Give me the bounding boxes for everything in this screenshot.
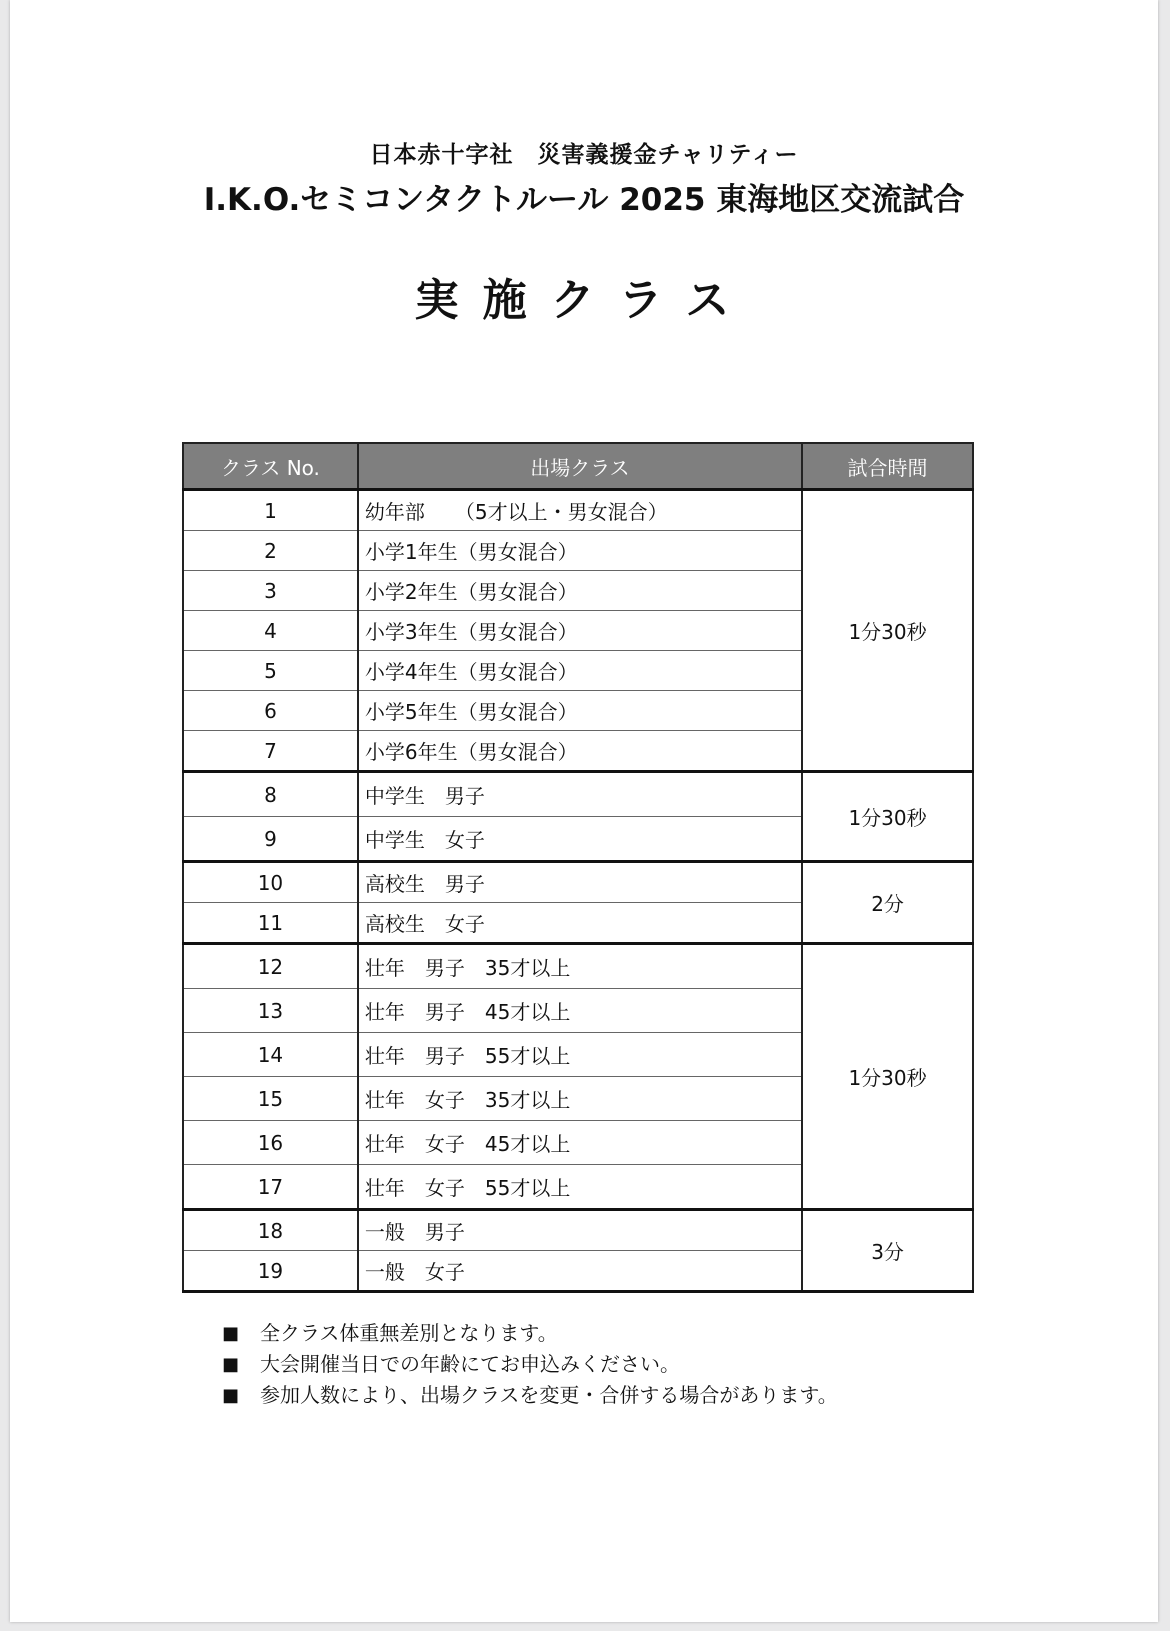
class-name: 小学2年生（男女混合） [358, 571, 802, 611]
class-no: 6 [183, 691, 358, 731]
class-name: 小学5年生（男女混合） [358, 691, 802, 731]
header-class-no: クラス No. [183, 443, 358, 490]
bullet-square-icon: ■ [222, 1385, 240, 1406]
class-name: 高校生 女子 [358, 903, 802, 944]
match-time: 1分30秒 [802, 490, 973, 772]
note-text: 全クラス体重無差別となります。 [260, 1321, 558, 1345]
class-no: 1 [183, 490, 358, 531]
table-row [183, 1210, 973, 1251]
header-event-title: I.K.O.セミコンタクトルール 2025 東海地区交流試合 [203, 182, 965, 218]
class-no: 7 [183, 731, 358, 772]
class-name: 小学4年生（男女混合） [358, 651, 802, 691]
bullet-square-icon: ■ [222, 1354, 240, 1375]
class-name: 壮年 女子 55才以上 [358, 1165, 802, 1210]
class-no: 17 [183, 1165, 358, 1210]
class-name: 壮年 男子 55才以上 [358, 1033, 802, 1077]
class-no: 2 [183, 531, 358, 571]
class-name: 壮年 女子 35才以上 [358, 1077, 802, 1121]
class-name: 一般 女子 [358, 1251, 802, 1292]
note-item [222, 1380, 838, 1411]
class-no: 11 [183, 903, 358, 944]
class-name: 中学生 女子 [358, 817, 802, 862]
class-no: 13 [183, 989, 358, 1033]
note-item [222, 1318, 838, 1349]
class-name: 壮年 女子 45才以上 [358, 1121, 802, 1165]
table-row [183, 772, 973, 817]
note-text: 大会開催当日での年齢にてお申込みください。 [260, 1352, 680, 1376]
class-no: 12 [183, 944, 358, 989]
table-row [183, 944, 973, 989]
notes-list [222, 1318, 838, 1411]
class-no: 5 [183, 651, 358, 691]
class-name: 小学6年生（男女混合） [358, 731, 802, 772]
class-name: 壮年 男子 35才以上 [358, 944, 802, 989]
header-sponsor: 日本赤十字社 災害義援金チャリティー [369, 142, 799, 168]
class-name: 高校生 男子 [358, 862, 802, 903]
note-text: 参加人数により、出場クラスを変更・合併する場合があります。 [260, 1383, 838, 1407]
document-page [10, 0, 1158, 1622]
match-time: 2分 [802, 862, 973, 944]
match-time: 1分30秒 [802, 944, 973, 1210]
class-no: 3 [183, 571, 358, 611]
table-header-row [183, 443, 973, 490]
class-name: 小学3年生（男女混合） [358, 611, 802, 651]
class-table [182, 442, 974, 1293]
table-row [183, 490, 973, 531]
header-match-time: 試合時間 [802, 443, 973, 490]
match-time: 1分30秒 [802, 772, 973, 862]
note-item [222, 1349, 838, 1380]
class-name: 壮年 男子 45才以上 [358, 989, 802, 1033]
table-row [183, 862, 973, 903]
class-no: 4 [183, 611, 358, 651]
class-no: 9 [183, 817, 358, 862]
match-time: 3分 [802, 1210, 973, 1292]
class-no: 8 [183, 772, 358, 817]
class-name: 一般 男子 [358, 1210, 802, 1251]
page-title: 実施クラス [414, 275, 754, 326]
bullet-square-icon: ■ [222, 1323, 240, 1344]
class-no: 16 [183, 1121, 358, 1165]
class-name: 小学1年生（男女混合） [358, 531, 802, 571]
class-no: 10 [183, 862, 358, 903]
class-name: 中学生 男子 [358, 772, 802, 817]
class-no: 18 [183, 1210, 358, 1251]
header-class-name: 出場クラス [358, 443, 802, 490]
class-name: 幼年部 （5才以上・男女混合） [358, 490, 802, 531]
class-no: 14 [183, 1033, 358, 1077]
class-no: 19 [183, 1251, 358, 1292]
class-no: 15 [183, 1077, 358, 1121]
